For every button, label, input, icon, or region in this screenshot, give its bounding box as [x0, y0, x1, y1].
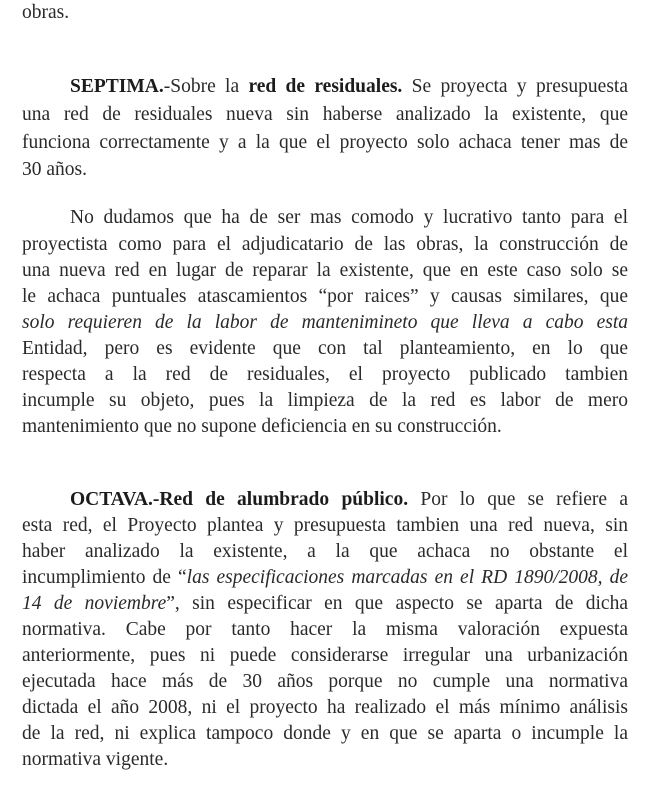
octava-line-5: 14 de noviembre”, sin especificar en que aspecto se aparta de dicha [22, 593, 628, 614]
para2-line-9: mantenimiento que no supone deficiencia en su construcción. [22, 416, 502, 437]
para2-line-4: le achaca puntuales atascamientos “por raices” y causas similares, que [22, 286, 628, 307]
octava-line-10: de la red, ni explica tampoco donde y en que se aparta o incumple la [22, 723, 628, 744]
para2-line-2: proyectista como para el adjudicatario de las obras, la construcción de [22, 234, 628, 255]
text-line: obras. [22, 2, 70, 23]
octava-line-7: anteriormente, pues ni puede considerarse irregular una urbanización [22, 645, 628, 666]
octava-line-2: esta red, el Proyecto plantea y presupuesta tambien una red nueva, sin [22, 515, 628, 536]
octava-line-1: OCTAVA.-Red de alumbrado público. Por lo que se refiere a [70, 489, 628, 510]
para2-line-6: Entidad, pero es evidente que con tal planteamiento, en lo que [22, 338, 628, 359]
septima-line-3: funciona correctamente y a la que el proyecto solo achaca tener mas de [22, 132, 628, 153]
para2-line-3: una nueva red en lugar de reparar la existente, que en este caso solo se [22, 260, 628, 281]
octava-heading: OCTAVA.-Red de alumbrado público. [70, 489, 409, 510]
para2-line-5: solo requieren de la labor de mantenimineto que lleva a cabo esta [22, 312, 628, 333]
septima-line-4: 30 años. [22, 159, 87, 180]
octava-line-8: ejecutada hace más de 30 años porque no cumple una normativa [22, 671, 628, 692]
septima-line-2: una red de residuales nueva sin haberse analizado la existente, que [22, 104, 628, 125]
para2-line-8: incumple su objeto, pues la limpieza de la red es labor de mero [22, 390, 628, 411]
septima-topic: red de residuales. [248, 76, 403, 97]
septima-heading: SEPTIMA. [70, 76, 164, 97]
octava-line-11: normativa vigente. [22, 749, 169, 770]
octava-line-3: haber analizado la existente, a la que achaca no obstante el [22, 541, 628, 562]
para2-line-7: respecta a la red de residuales, el proyecto publicado tambien [22, 364, 628, 385]
octava-line-9: dictada el año 2008, ni el proyecto ha realizado el más mínimo análisis [22, 697, 628, 718]
para2-line-1: No dudamos que ha de ser mas comodo y lucrativo tanto para el [70, 207, 628, 228]
septima-line-1: SEPTIMA.-Sobre la red de residuales. Se proyecta y presupuesta [70, 76, 629, 97]
octava-line-4: incumplimiento de “las especificaciones marcadas en el RD 1890/2008, de [22, 567, 628, 588]
octava-line-6: normativa. Cabe por tanto hacer la misma valoración expuesta [22, 619, 628, 640]
